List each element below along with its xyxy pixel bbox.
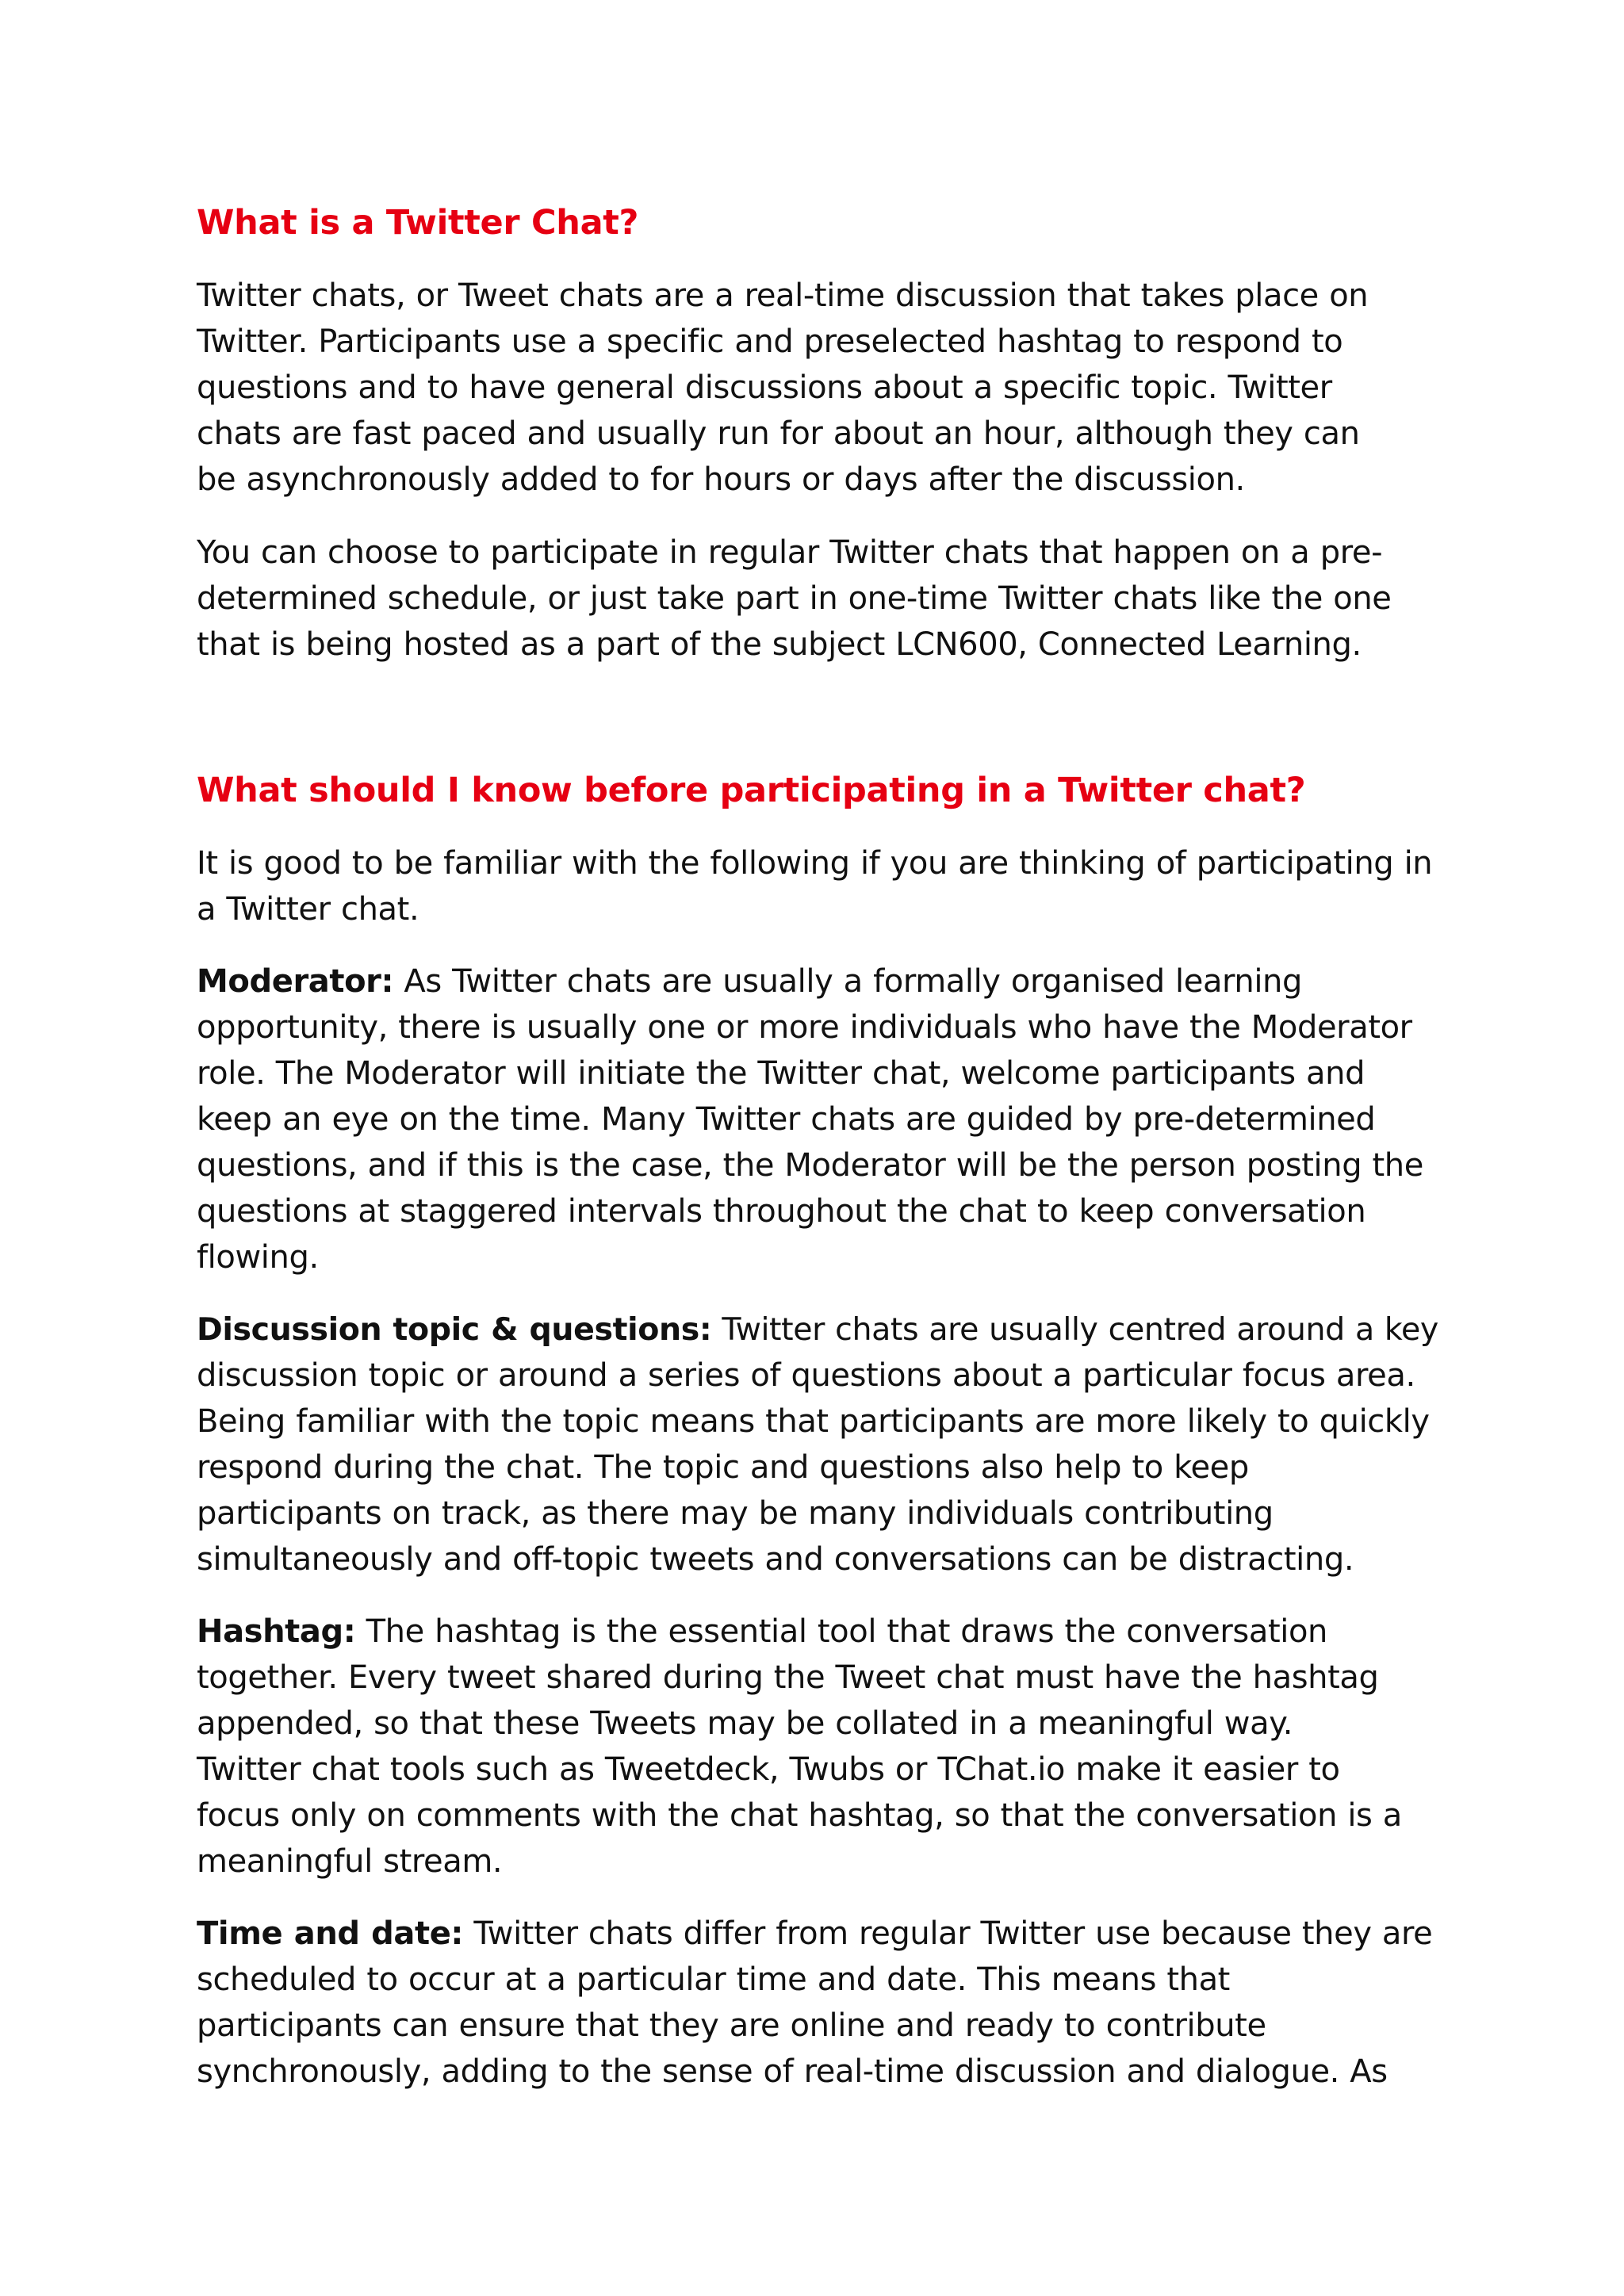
text-line: that is being hosted as a part of the subject LCN600, Connected Learning. bbox=[197, 626, 1362, 663]
text-line: appended, so that these Tweets may be collated in a meaningful way. bbox=[197, 1705, 1293, 1742]
text-line: respond during the chat. The topic and questions also help to keep bbox=[197, 1449, 1249, 1486]
term-discussion-topic bbox=[197, 1307, 1438, 1582]
text-line: determined schedule, or just take part in one-time Twitter chats like the one bbox=[197, 580, 1392, 617]
text-line: focus only on comments with the chat hashtag, so that the conversation is a bbox=[197, 1797, 1402, 1834]
term-label: Discussion topic & questions: bbox=[197, 1311, 712, 1348]
text-line bbox=[197, 1609, 1402, 1655]
text-line: questions at staggered intervals throughout the chat to keep conversation bbox=[197, 1193, 1366, 1230]
term-label: Hashtag: bbox=[197, 1613, 356, 1650]
text-line: keep an eye on the time. Many Twitter chats are guided by pre-determined bbox=[197, 1101, 1376, 1138]
text-line: Twitter chat tools such as Tweetdeck, Twubs or TChat.io make it easier to bbox=[197, 1751, 1340, 1788]
paragraph-participation bbox=[197, 530, 1392, 668]
text-line: opportunity, there is usually one or more individuals who have the Moderator bbox=[197, 1009, 1412, 1046]
text-line: questions and to have general discussions about a specific topic. Twitter bbox=[197, 369, 1332, 406]
text-line: meaningful stream. bbox=[197, 1843, 503, 1880]
text-line: be asynchronously added to for hours or days after the discussion. bbox=[197, 461, 1245, 498]
text-line bbox=[197, 1307, 1438, 1353]
text-line: together. Every tweet shared during the Tweet chat must have the hashtag bbox=[197, 1659, 1379, 1696]
text-line: participants on track, as there may be many individuals contributing bbox=[197, 1495, 1274, 1532]
text-line: Being familiar with the topic means that participants are more likely to quickly bbox=[197, 1403, 1430, 1440]
term-label: Time and date: bbox=[197, 1915, 464, 1952]
term-first-line: As Twitter chats are usually a formally organised learning bbox=[393, 963, 1303, 1000]
text-line: Twitter. Participants use a specific and preselected hashtag to respond to bbox=[197, 323, 1343, 360]
text-line: participants can ensure that they are online and ready to contribute bbox=[197, 2007, 1266, 2044]
paragraph-definition bbox=[197, 273, 1368, 503]
text-line: scheduled to occur at a particular time and date. This means that bbox=[197, 1961, 1230, 1998]
text-line: chats are fast paced and usually run for about an hour, although they can bbox=[197, 415, 1360, 452]
text-line: discussion topic or around a series of questions about a particular focus area. bbox=[197, 1357, 1415, 1394]
term-first-line: Twitter chats differ from regular Twitter use because they are bbox=[463, 1915, 1433, 1952]
text-line: simultaneously and off-topic tweets and conversations can be distracting. bbox=[197, 1541, 1354, 1578]
term-first-line: Twitter chats are usually centred around a key bbox=[711, 1311, 1438, 1348]
term-moderator bbox=[197, 959, 1423, 1280]
term-label: Moderator: bbox=[197, 963, 394, 1000]
text-line bbox=[197, 959, 1423, 1004]
term-time-and-date bbox=[197, 1911, 1432, 2095]
text-line: synchronously, adding to the sense of real-time discussion and dialogue. As bbox=[197, 2053, 1388, 2090]
term-first-line: The hashtag is the essential tool that draws the conversation bbox=[355, 1613, 1327, 1650]
text-line: It is good to be familiar with the following if you are thinking of participating in bbox=[197, 845, 1433, 882]
paragraph-intro bbox=[197, 840, 1432, 932]
text-line: role. The Moderator will initiate the Twitter chat, welcome participants and bbox=[197, 1055, 1365, 1092]
text-line: a Twitter chat. bbox=[197, 891, 419, 928]
text-line: flowing. bbox=[197, 1239, 319, 1276]
section-heading-before-participating: What should I know before participating in a Twitter chat? bbox=[197, 771, 1306, 810]
term-hashtag bbox=[197, 1609, 1402, 1885]
text-line: You can choose to participate in regular Twitter chats that happen on a pre- bbox=[197, 534, 1383, 571]
text-line bbox=[197, 1911, 1432, 1957]
text-line: questions, and if this is the case, the Moderator will be the person posting the bbox=[197, 1147, 1423, 1184]
section-heading-what-is-twitter-chat: What is a Twitter Chat? bbox=[197, 203, 639, 243]
text-line: Twitter chats, or Tweet chats are a real-time discussion that takes place on bbox=[197, 277, 1369, 314]
